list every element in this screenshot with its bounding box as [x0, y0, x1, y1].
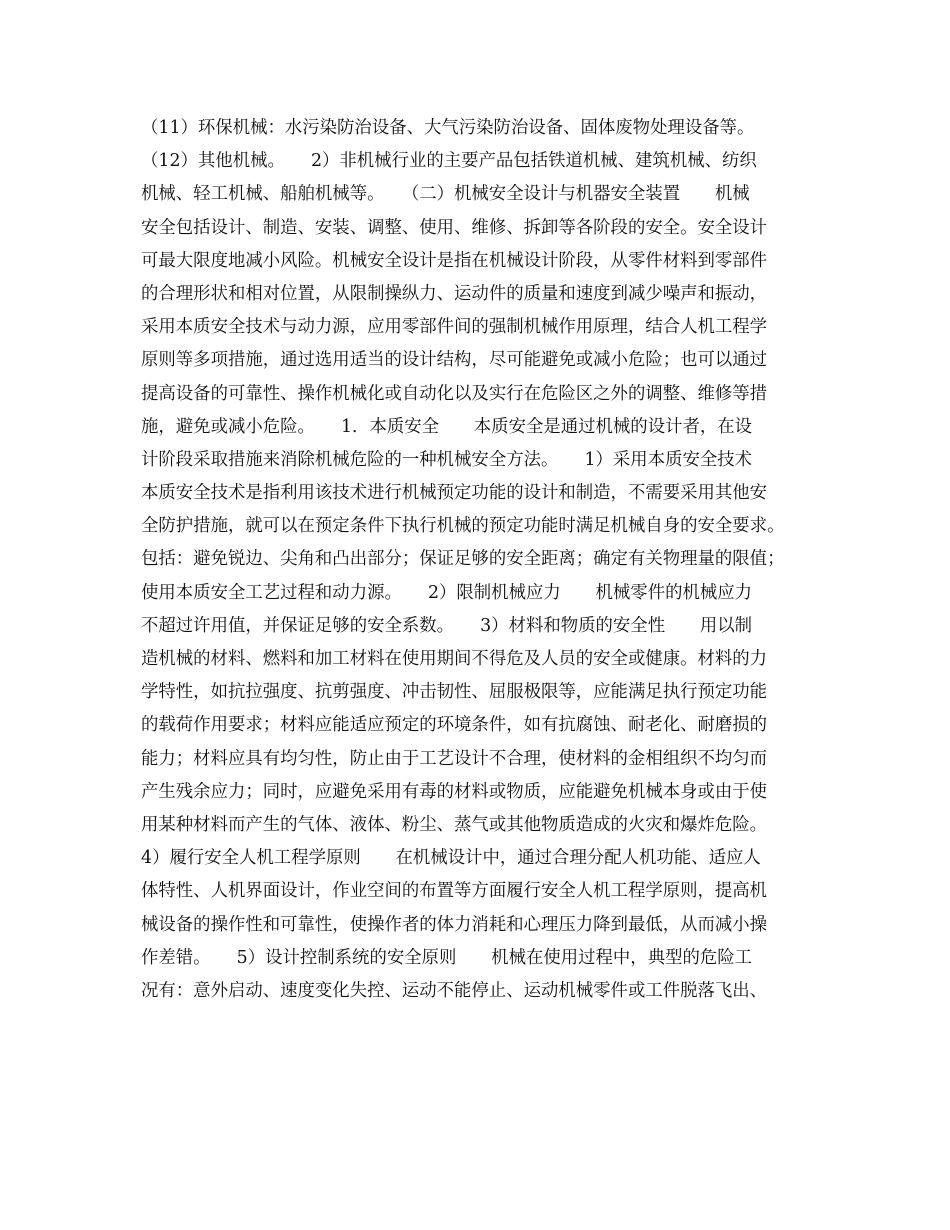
body-text	[141, 112, 821, 1008]
text-line: 采用本质安全技术与动力源，应用零部件间的强制机械作用原理，结合人机工程学	[141, 317, 768, 338]
text-line: 可最大限度地减小风险。机械安全设计是指在机械设计阶段，从零件材料到零部件	[141, 250, 768, 271]
text-line: 计阶段采取措施来消除机械危险的一种机械安全方法。 1）采用本质安全技术	[141, 449, 753, 470]
text-line: 产生残余应力；同时，应避免采用有毒的材料或物质，应能避免机械本身或由于使	[141, 781, 768, 802]
text-line: 造机械的材料、燃料和加工材料在使用期间不得危及人员的安全或健康。材料的力	[141, 649, 768, 669]
text-line: 4）履行安全人机工程学原则 在机械设计中，通过合理分配人机功能、适应人	[141, 848, 761, 869]
text-line: 全防护措施，就可以在预定条件下执行机械的预定功能时满足机械自身的安全要求。	[141, 516, 785, 537]
text-line: 的合理形状和相对位置，从限制操纵力、运动件的质量和速度到减少噪声和振动，	[141, 283, 768, 304]
text-line: （11）环保机械：水污染防治设备、大气污染防治设备、固体废物处理设备等。	[141, 118, 755, 138]
text-line: 学特性，如抗拉强度、抗剪强度、冲击韧性、屈服极限等，应能满足执行预定功能	[141, 682, 768, 703]
text-line: 用某种材料而产生的气体、液体、粉尘、蒸气或其他物质造成的火灾和爆炸危险。	[141, 814, 768, 835]
text-line: 况有：意外启动、速度变化失控、运动不能停止、运动机械零件或工件脱落飞出、	[141, 980, 768, 1001]
text-line: 不超过许用值，并保证足够的安全系数。 3）材料和物质的安全性 用以制	[141, 615, 753, 636]
text-line: 本质安全技术是指利用该技术进行机械预定功能的设计和制造，不需要采用其他安	[141, 483, 768, 504]
text-line: 的载荷作用要求；材料应能适应预定的环境条件，如有抗腐蚀、耐老化、耐磨损的	[141, 715, 768, 736]
text-line: 机械、轻工机械、船舶机械等。 （二）机械安全设计与机器安全装置 机械	[141, 184, 750, 205]
text-line: 体特性、人机界面设计，作业空间的布置等方面履行安全人机工程学原则，提高机	[141, 881, 768, 902]
text-line: 安全包括设计、制造、安装、调整、使用、维修、拆卸等各阶段的安全。安全设计	[141, 217, 768, 238]
text-line: 施，避免或减小危险。 1．本质安全 本质安全是通过机械的设计者，在设	[141, 416, 753, 437]
text-line: （12）其他机械。 2）非机械行业的主要产品包括铁道机械、建筑机械、纺织	[141, 151, 757, 172]
text-line: 提高设备的可靠性、操作机械化或自动化以及实行在危险区之外的调整、维修等措	[141, 383, 768, 404]
text-line: 作差错。 5）设计控制系统的安全原则 机械在使用过程中，典型的危险工	[141, 947, 753, 968]
text-line: 使用本质安全工艺过程和动力源。 2）限制机械应力 机械零件的机械应力	[141, 582, 753, 603]
text-line: 原则等多项措施，通过选用适当的设计结构，尽可能避免或减小危险；也可以通过	[141, 350, 768, 371]
text-line: 能力；材料应具有均匀性，防止由于工艺设计不合理，使材料的金相组织不均匀而	[141, 748, 768, 769]
text-line: 包括：避免锐边、尖角和凸出部分；保证足够的安全距离；确定有关物理量的限值；	[141, 549, 785, 570]
text-line: 械设备的操作性和可靠性，使操作者的体力消耗和心理压力降到最低，从而减小操	[141, 914, 768, 935]
